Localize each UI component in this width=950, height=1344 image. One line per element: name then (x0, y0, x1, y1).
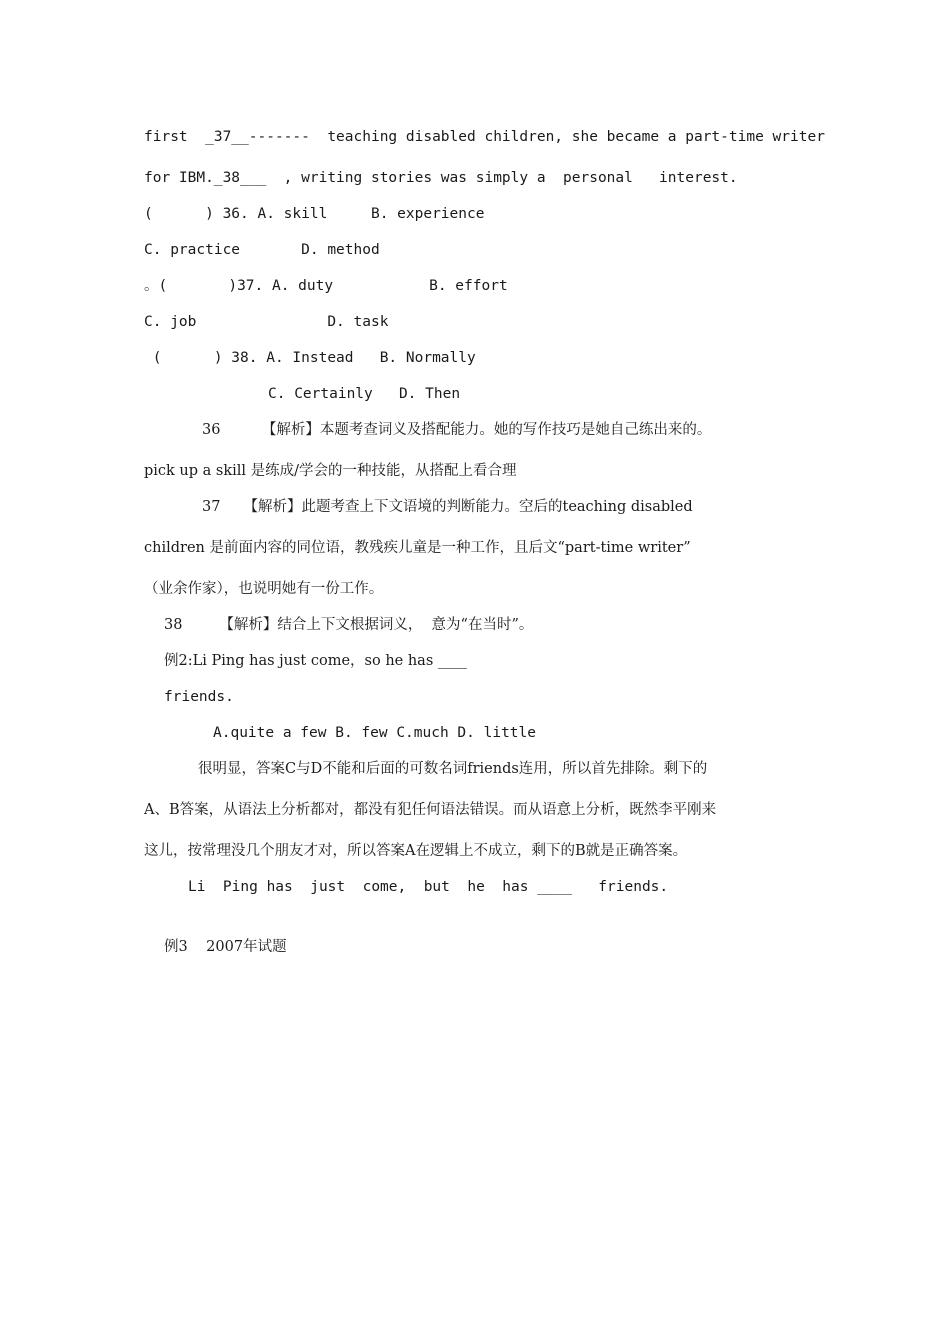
question-36-options-ab: ( ) 36. A. skill B. experience (144, 206, 485, 222)
analysis-36: 36 【解析】本题考查词义及搭配能力。她的写作技巧是她自己练出来的。 (202, 422, 712, 438)
question-37-options-ab: 。( )37. A. duty B. effort (144, 278, 508, 294)
passage-line-1: first _37__------- teaching disabled children, she became a part-time writer (144, 129, 825, 145)
example-2-question: 例2:Li Ping has just come，so he has ____ (164, 653, 467, 669)
example-2-options: A.quite a few B. few C.much D. little (213, 725, 537, 741)
question-36-options-cd: C. practice D. method (144, 242, 380, 258)
example-2-explanation-2: A、B答案，从语法上分析都对，都没有犯任何语法错误。而从语意上分析，既然李平刚来 (144, 802, 717, 818)
analysis-37-continued: children 是前面内容的同位语，教残疾儿童是一种工作，且后文“part-time writer” (144, 540, 691, 556)
question-37-options-cd: C. job D. task (144, 314, 389, 330)
question-38-options-ab: ( ) 38. A. Instead B. Normally (144, 350, 476, 366)
analysis-37-end: （业余作家），也说明她有一份工作。 (144, 581, 384, 597)
example-2-question-end: friends. (164, 689, 234, 705)
example-2-corrected-sentence: Li Ping has just come, but he has ____ friends. (188, 879, 669, 895)
passage-line-2: for IBM._38___ , writing stories was simply a personal interest. (144, 170, 738, 186)
analysis-36-continued: pick up a skill 是练成/学会的一种技能，从搭配上看合理 (144, 463, 517, 479)
analysis-38: 38 【解析】结合上下文根据词义， 意为“在当时”。 (164, 617, 534, 633)
example-2-explanation-3: 这儿，按常理没几个朋友才对，所以答案A在逻辑上不成立，剩下的B就是正确答案。 (144, 843, 688, 859)
example-2-explanation-1: 很明显，答案C与D不能和后面的可数名词friends连用，所以首先排除。剩下的 (198, 761, 708, 777)
example-3-heading: 例3 2007年试题 (164, 939, 287, 955)
analysis-37: 37 【解析】此题考查上下文语境的判断能力。空后的teaching disabled (202, 499, 693, 515)
question-38-options-cd: C. Certainly D. Then (268, 386, 461, 402)
